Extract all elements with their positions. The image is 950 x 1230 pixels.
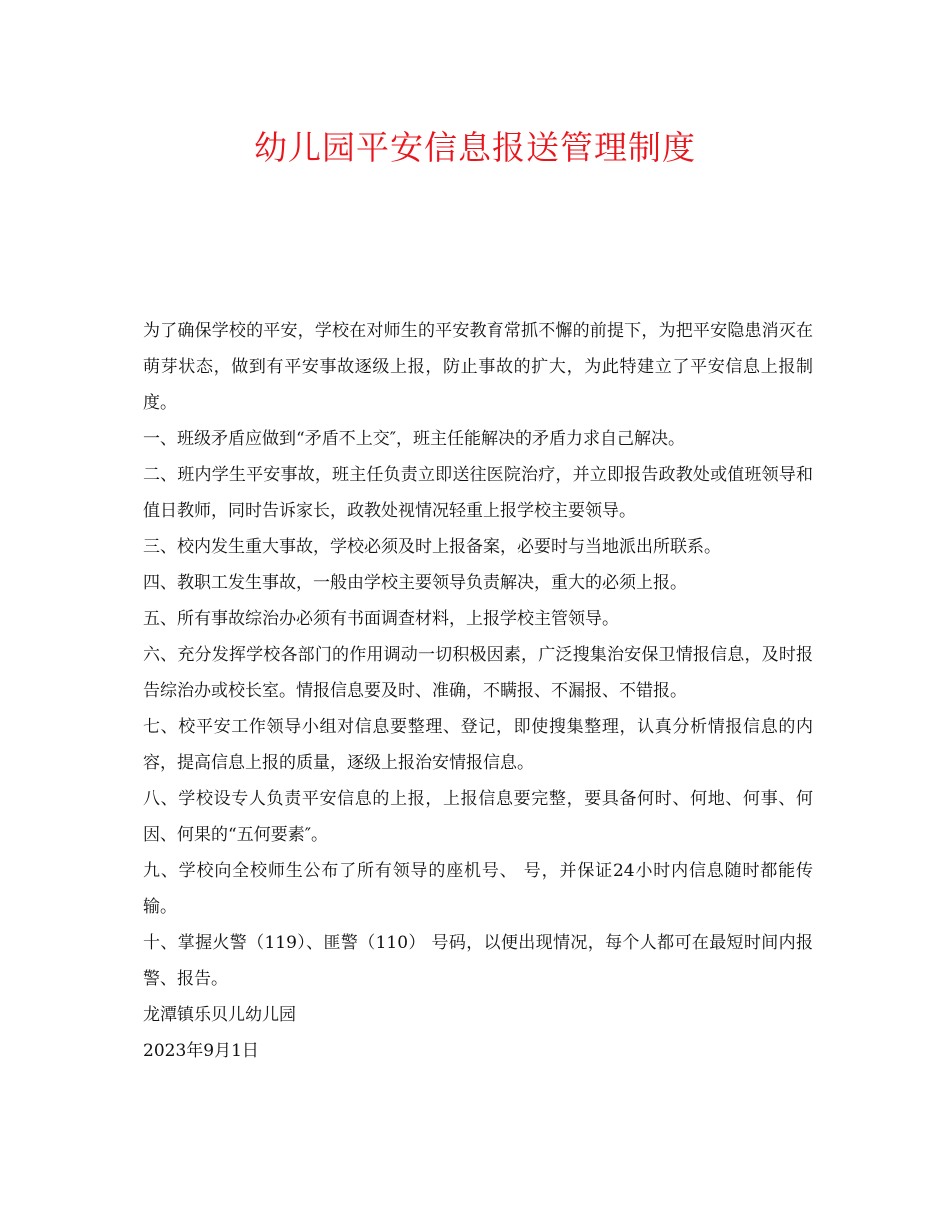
rule-9-paragraph: 九、学校向全校师生公布了所有领导的座机号、 号，并保证24小时内信息随时都能传输。 — [143, 861, 813, 917]
rule-8-paragraph: 八、学校设专人负责平安信息的上报，上报信息要完整，要具备何时、何地、何事、何因、何果的“五何要素″。 — [143, 789, 813, 845]
rule-4-paragraph: 四、教职工发生事故，一般由学校主要领导负责解决，重大的必须上报。 — [143, 573, 687, 593]
rule-2-paragraph: 二、班内学生平安事故，班主任负责立即送往医院治疗，并立即报告政教处或值班领导和值日教师，同时告诉家长，政教处视情况轻重上报学校主要领导。 — [143, 465, 813, 521]
rule-10-paragraph: 十、掌握火警（119）、匪警（110） 号码，以便出现情况，每个人都可在最短时间内报警、报告。 — [143, 933, 813, 989]
document-title: 幼儿园平安信息报送管理制度 — [254, 128, 696, 167]
rule-6-paragraph: 六、充分发挥学校各部门的作用调动一切积极因素，广泛搜集治安保卫情报信息，及时报告综治办或校长室。情报信息要及时、准确，不瞒报、不漏报、不错报。 — [143, 645, 813, 701]
rule-7-paragraph: 七、校平安工作领导小组对信息要整理、登记，即使搜集整理，认真分析情报信息的内容，提高信息上报的质量，逐级上报治安情报信息。 — [143, 717, 813, 773]
signature-date: 2023年9月1日 — [143, 1041, 259, 1061]
rule-1-paragraph: 一、班级矛盾应做到“矛盾不上交″，班主任能解决的矛盾力求自己解决。 — [143, 429, 686, 449]
rule-3-paragraph: 三、校内发生重大事故，学校必须及时上报备案，必要时与当地派出所联系。 — [143, 537, 721, 557]
signature-organization: 龙潭镇乐贝儿幼儿园 — [143, 1005, 296, 1025]
rule-5-paragraph: 五、所有事故综治办必须有书面调查材料，上报学校主管领导。 — [143, 609, 619, 629]
intro-paragraph: 为了确保学校的平安，学校在对师生的平安教育常抓不懈的前提下，为把平安隐患消灭在萌芽状态，做到有平安事故逐级上报，防止事故的扩大，为此特建立了平安信息上报制度。 — [143, 321, 813, 413]
document-body — [143, 313, 813, 1069]
